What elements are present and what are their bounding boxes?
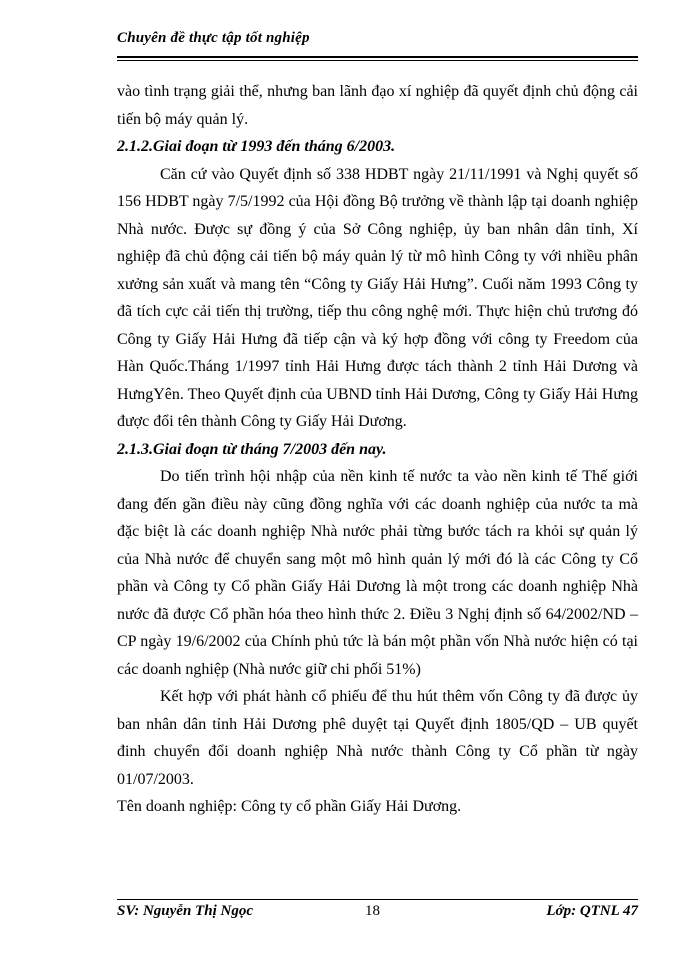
section-heading-2-1-3: 2.1.3.Giai đoạn từ tháng 7/2003 đến nay. xyxy=(117,440,387,458)
paragraph-continuation: vào tình trạng giải thể, nhưng ban lãnh đạo xí nghiệp đã quyết định chủ động cải tiến bộ máy quản lý. xyxy=(117,83,638,128)
paragraph-history-1993: Căn cứ vào Quyết định số 338 HDBT ngày 21/11/1991 và Nghị quyết số 156 HDBT ngày 7/5/1992 của Hội đồng Bộ trưởng về thành lập tại doanh nghiệp Nhà nước. Được sự đồng ý của Sở Công nghiệp, ủy ban nhân dân tỉnh, Xí nghiệp đã chủ động cải tiến bộ máy quản lý từ mô hình Công ty với nhiều phân xưởng sản xuất và mang tên “Công ty Giấy Hải Hưng”. Cuối năm 1993 Công ty đã tích cực cải tiến thị trường, tiếp thu công nghệ mới. Thực hiện chủ trương đó Công ty Giấy Hải Hưng đã tiếp cận và ký hợp đồng với công ty Freedom của Hàn Quốc.Tháng 1/1997 tỉnh Hải Hưng được tách thành 2 tỉnh Hải Dương và HưngYên. Theo Quyết định của UBND tỉnh Hải Dương, Công ty Giấy Hải Hưng được đổi tên thành Công ty Giấy Hải Dương. xyxy=(117,165,638,430)
paragraph-equitization: Do tiến trình hội nhập của nền kinh tế nước ta vào nền kinh tế Thế giới đang đến gần điều này cũng đồng nghĩa với các doanh nghiệp của nước ta mà đặc biệt là các doanh nghiệp Nhà nước phải từng bước tách ra khỏi sự quản lý của Nhà nước để chuyển sang một mô hình quản lý mới đó là các Công ty Cổ phần và Công ty Cổ phần Giấy Hải Dương là một trong các doanh nghiệp Nhà nước đã được Cổ phần hóa theo hình thức 2. Điều 3 Nghị định số 64/2002/ND – CP ngày 19/6/2002 của Chính phủ tức là bán một phần vốn Nhà nước hiện có tại các doanh nghiệp (Nhà nước giữ chi phối 51%) xyxy=(117,468,638,678)
footer-divider xyxy=(117,899,638,900)
footer-student-name: SV: Nguyễn Thị Ngọc xyxy=(117,903,253,919)
footer-page-number: 18 xyxy=(365,903,380,919)
paragraph-share-issuance: Kết hợp với phát hành cổ phiếu để thu hút thêm vốn Công ty đã được ủy ban nhân dân tỉnh Hải Dương phê duyệt tại Quyết định 1805/QD – UB quyết đinh chuyển đổi doanh nghiệp Nhà nước thành Công ty Cổ phần từ ngày 01/07/2003. xyxy=(117,688,638,788)
page-header-title: Chuyên đề thực tập tốt nghiệp xyxy=(117,30,310,46)
section-heading-2-1-2: 2.1.2.Giai đoạn từ 1993 đến tháng 6/2003. xyxy=(117,138,396,155)
paragraph-company-name: Tên doanh nghiệp: Công ty cổ phần Giấy Hải Dương. xyxy=(117,798,462,815)
header-divider-thin xyxy=(117,60,638,61)
document-body xyxy=(117,78,638,821)
footer-class: Lớp: QTNL 47 xyxy=(546,903,638,919)
page-footer xyxy=(117,903,638,925)
header-divider-thick xyxy=(117,56,638,58)
